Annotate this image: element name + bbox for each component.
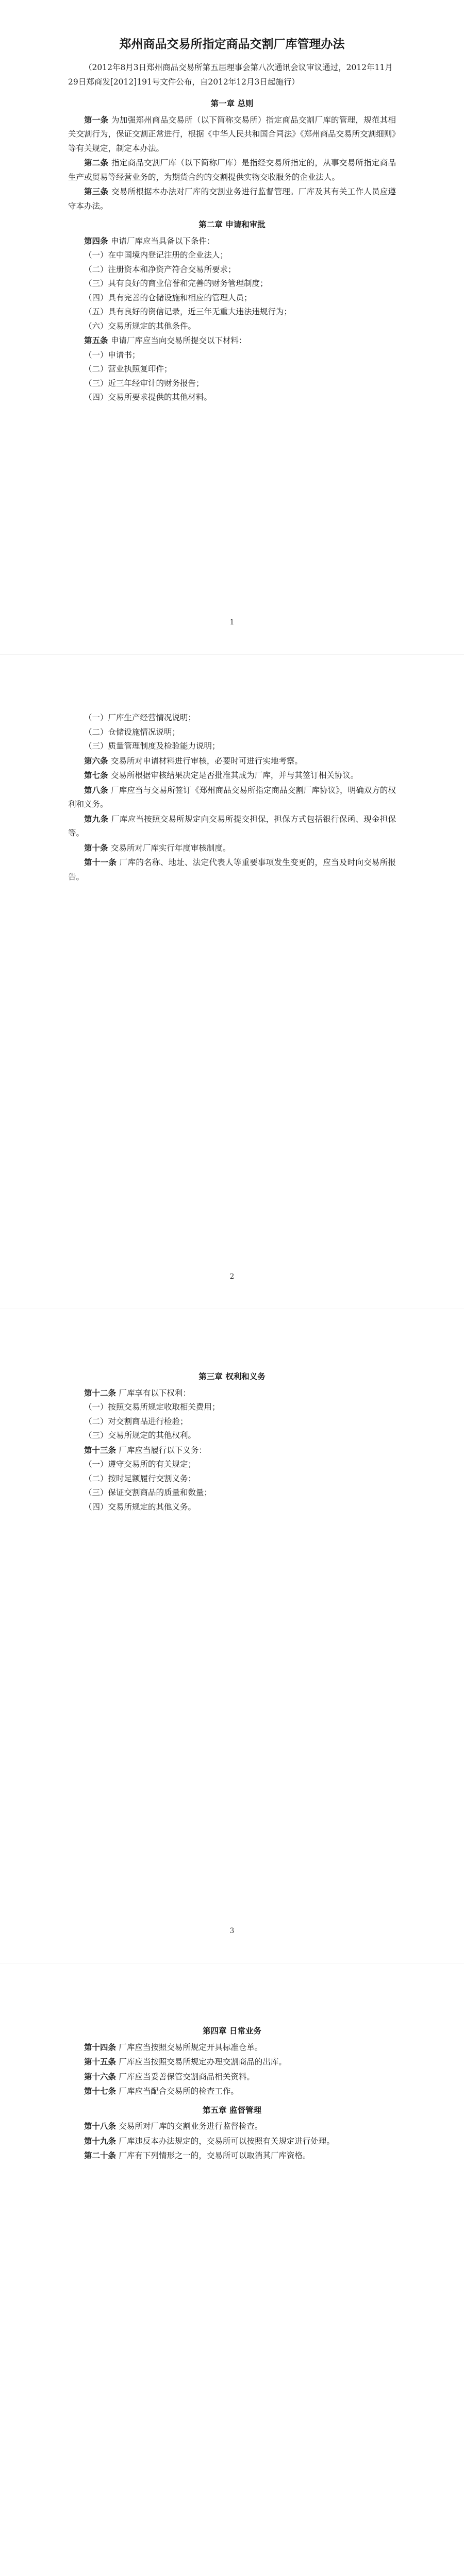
article-paragraph	[68, 2148, 396, 2163]
clause-paragraph	[68, 263, 396, 277]
paragraph-text: （四）交易所规定的其他义务。	[84, 1502, 196, 1512]
article-paragraph	[68, 2084, 396, 2099]
article-number: 第十二条	[84, 1387, 119, 1398]
article-paragraph	[68, 855, 396, 884]
paragraph-text: 厂库违反本办法规定的，交易所可以按照有关规定进行处理。	[119, 2136, 335, 2146]
paragraph-text: 为加强郑州商品交易所（以下简称交易所）指定商品交割厂库的管理，规范其相关交割行为，保证交割正常进行，根据《中华人民共和国合同法》《郑州商品交易所交割细则》等有关规定，制定本办法。	[68, 115, 396, 153]
article-paragraph	[68, 1386, 396, 1401]
article-number: 第三条	[84, 187, 112, 196]
article-paragraph	[68, 1443, 396, 1458]
clause-paragraph	[68, 1472, 396, 1486]
paragraph-text: 指定商品交割厂库（以下简称厂库）是指经交易所指定的，从事交易所指定商品生产或贸易等经营业务的，为期货合约的交割提供实物交收服务的企业法人。	[68, 158, 396, 182]
paragraph-text: （二）对交割商品进行检验；	[84, 1416, 188, 1426]
page-content	[68, 36, 396, 405]
article-number: 第十条	[84, 842, 111, 853]
paragraph-text: （四）具有完善的仓储设施和相应的管理人员；	[84, 293, 252, 302]
clause-paragraph	[68, 1415, 396, 1429]
article-paragraph	[68, 2070, 396, 2084]
paragraph-text: 交易所根据本办法对厂库的交割业务进行监督管理。厂库及其有关工作人员应遵守本办法。	[68, 187, 396, 211]
clause-paragraph	[68, 291, 396, 306]
paragraph-text: 交易所对厂库的交割业务进行监督检查。	[119, 2122, 263, 2131]
article-paragraph	[68, 2119, 396, 2134]
paragraph-text: 厂库有下列情形之一的，交易所可以取消其厂库资格。	[119, 2151, 311, 2160]
chapter-heading: 第三章 权利和义务	[198, 1371, 266, 1381]
article-number: 第十五条	[84, 2057, 119, 2066]
article-paragraph	[68, 113, 396, 156]
clause-paragraph	[68, 725, 396, 740]
page-number: 2	[229, 1273, 235, 1281]
document-title: 郑州商品交易所指定商品交割厂库管理办法	[119, 37, 345, 51]
clause-paragraph	[68, 277, 396, 291]
clause-paragraph	[68, 391, 396, 405]
article-number: 第十九条	[84, 2136, 119, 2146]
paragraph-text: （三）交易所规定的其他权利。	[84, 1431, 196, 1440]
paragraph-text: （二）仓储设施情况说明；	[84, 727, 180, 737]
clause-paragraph	[68, 348, 396, 363]
clause-paragraph	[68, 739, 396, 754]
clause-paragraph	[68, 305, 396, 319]
paragraph-text: 交易所对厂库实行年度审核制度。	[110, 843, 231, 853]
article-paragraph	[68, 2055, 396, 2070]
article-paragraph	[68, 783, 396, 812]
paragraph-text: （一）按照交易所规定收取相关费用；	[84, 1402, 220, 1412]
clause-paragraph	[68, 248, 396, 263]
article-number: 第六条	[84, 755, 111, 766]
clause-paragraph	[68, 1429, 396, 1443]
paragraph-text: （一）在中国境内登记注册的企业法人；	[84, 250, 228, 260]
paragraph-text: （五）具有良好的资信记录，近三年无重大违法违规行为；	[84, 307, 292, 316]
page-number: 1	[229, 618, 235, 626]
article-paragraph	[68, 2040, 396, 2055]
clause-paragraph	[68, 1486, 396, 1500]
paragraph-text: 厂库应当按照交易所规定办理交割商品的出库。	[119, 2057, 287, 2066]
paragraph-text: （一）申请书；	[84, 350, 140, 360]
article-paragraph	[68, 156, 396, 184]
page	[0, 1309, 464, 1963]
article-paragraph	[68, 812, 396, 841]
article-number: 第二条	[84, 158, 112, 167]
paragraph-text: （三）近三年经审计的财务报告；	[84, 378, 204, 388]
paragraph-text: 厂库应当履行以下义务：	[119, 1445, 207, 1455]
article-paragraph	[68, 234, 396, 249]
paragraph-text: 厂库应当妥善保管交割商品相关资料。	[119, 2072, 255, 2081]
clause-paragraph	[68, 1500, 396, 1515]
paragraph-text: 厂库享有以下权利：	[119, 1388, 191, 1398]
article-number: 第一条	[84, 114, 112, 125]
article-paragraph	[68, 333, 396, 348]
article-number: 第十六条	[84, 2071, 119, 2081]
page	[0, 654, 464, 1309]
document-preface: （2012年8月3日郑州商品交易所第五届理事会第八次通讯会议审议通过，2012年11月29日郑商发[2012]191号文件公布，自2012年12月3日起施行）	[68, 63, 393, 87]
paragraph-text: （一）厂库生产经营情况说明；	[84, 713, 196, 722]
chapter-heading: 第四章 日常业务	[203, 2026, 261, 2036]
article-number: 第十三条	[84, 1445, 119, 1455]
page	[0, 0, 464, 654]
paragraph-text: （三）保证交割商品的质量和数量；	[84, 1488, 212, 1497]
paragraph-text: 申请厂库应当具备以下条件：	[110, 236, 215, 246]
paragraph-text: （一）遵守交易所的有关规定；	[84, 1460, 196, 1469]
paragraph-text: 厂库应当按照交易所规定向交易所提交担保，担保方式包括银行保函、现金担保等。	[68, 814, 396, 838]
paragraph-text: （二）营业执照复印件；	[84, 364, 172, 374]
article-number: 第十四条	[84, 2042, 119, 2052]
article-paragraph	[68, 2134, 396, 2149]
article-number: 第十七条	[84, 2086, 119, 2096]
paragraph-text: （三）具有良好的商业信誉和完善的财务管理制度；	[84, 279, 268, 288]
paragraph-text: （二）注册资本和净资产符合交易所要求；	[84, 264, 236, 274]
paragraph-text: 厂库应当配合交易所的检查工作。	[119, 2087, 239, 2096]
article-paragraph	[68, 768, 396, 783]
page-separator	[0, 654, 464, 655]
clause-paragraph	[68, 1400, 396, 1415]
page-content	[68, 1365, 396, 1514]
paragraph-text: 厂库应当与交易所签订《郑州商品交易所指定商品交割厂库协议》，明确双方的权利和义务。	[68, 785, 396, 809]
clause-paragraph	[68, 319, 396, 334]
chapter-heading: 第五章 监督管理	[203, 2105, 261, 2115]
article-number: 第九条	[84, 814, 112, 824]
article-number: 第二十条	[84, 2150, 119, 2160]
page	[0, 1963, 464, 2576]
paragraph-text: 厂库的名称、地址、法定代表人等重要事项发生变更的，应当及时向交易所报告。	[68, 858, 396, 882]
clause-paragraph	[68, 377, 396, 391]
paragraph-text: 申请厂库应当向交易所提交以下材料：	[110, 336, 247, 345]
article-number: 第十八条	[84, 2121, 119, 2131]
article-number: 第七条	[84, 770, 111, 780]
chapter-heading: 第二章 申请和审批	[198, 219, 266, 229]
article-number: 第八条	[84, 785, 111, 795]
paragraph-text: 交易所对申请材料进行审核，必要时可进行实地考察。	[110, 756, 303, 766]
article-paragraph	[68, 184, 396, 213]
paragraph-text: （六）交易所规定的其他条件。	[84, 321, 196, 331]
article-number: 第四条	[84, 235, 111, 246]
paragraph-text: （二）按时足额履行交割义务；	[84, 1473, 196, 1483]
paragraph-text: 交易所根据审核结果决定是否批准其成为厂库，并与其签订相关协议。	[110, 771, 359, 780]
clause-paragraph	[68, 362, 396, 377]
article-paragraph	[68, 841, 396, 856]
page-number: 3	[229, 1927, 235, 1935]
paragraph-text: （三）质量管理制度及检验能力说明；	[84, 741, 220, 751]
article-number: 第十一条	[84, 857, 120, 867]
chapter-heading: 第一章 总则	[210, 98, 254, 108]
paragraph-text: （四）交易所要求提供的其他材料。	[84, 393, 212, 402]
paragraph-text: 厂库应当按照交易所规定开具标准仓单。	[119, 2042, 263, 2052]
clause-paragraph	[68, 1458, 396, 1472]
clause-paragraph	[68, 711, 396, 725]
article-number: 第五条	[84, 335, 111, 345]
page-content	[68, 2020, 396, 2163]
article-paragraph	[68, 754, 396, 769]
page-content	[68, 711, 396, 884]
